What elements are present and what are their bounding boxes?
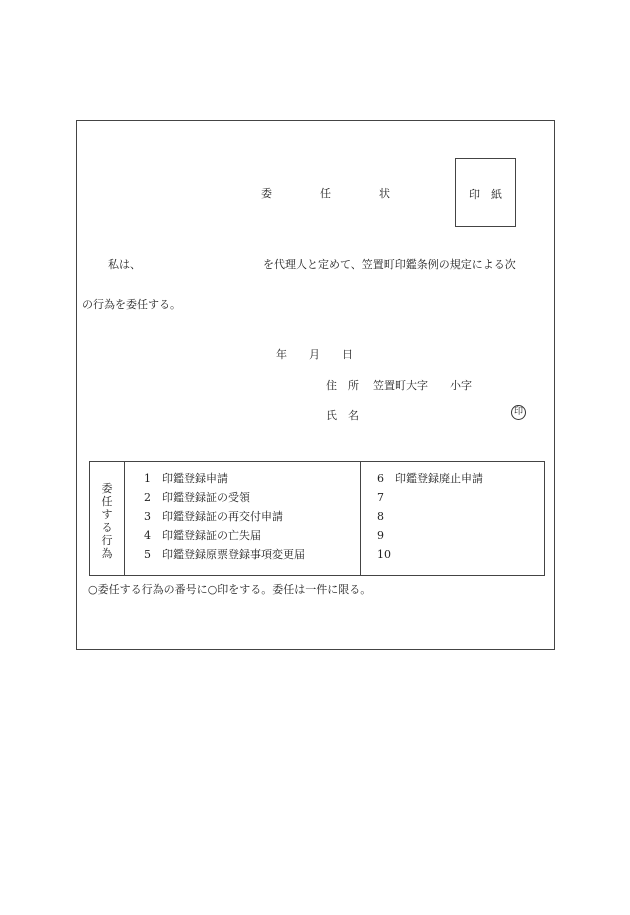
- acts-header-char: 行: [101, 534, 113, 547]
- act-item: [144, 548, 305, 567]
- act-label: 印鑑登録原票登録事項変更届: [162, 548, 305, 561]
- acts-header-char: 為: [101, 547, 113, 560]
- acts-left-column: [144, 472, 305, 567]
- act-item: [144, 510, 305, 529]
- acts-right-column: [377, 472, 483, 567]
- date-line: 年 月 日: [276, 348, 353, 361]
- act-item: [144, 491, 305, 510]
- acts-header-char: す: [101, 508, 113, 521]
- title-char-2: 任: [320, 187, 331, 200]
- body-text-line1: を代理人と定めて、笠置町印鑑条例の規定による次: [263, 258, 516, 271]
- act-item: [144, 472, 305, 491]
- name-label: 氏 名: [326, 409, 359, 422]
- act-item: [377, 548, 483, 567]
- act-label: 印鑑登録申請: [162, 472, 228, 485]
- body-text-line2: の行為を委任する。: [82, 298, 181, 311]
- title-char-1: 委: [261, 187, 272, 200]
- body-intro: 私は、: [108, 258, 141, 271]
- acts-column-divider: [360, 462, 361, 575]
- acts-header-char: 委: [101, 482, 113, 495]
- act-item: [377, 472, 483, 491]
- footnote: ○委任する行為の番号に○印をする。委任は一件に限る。: [88, 583, 372, 596]
- acts-header-cell: [90, 462, 125, 575]
- address-label: 住 所: [326, 379, 359, 392]
- act-number: 6: [377, 472, 384, 485]
- act-number: 2: [144, 491, 151, 504]
- act-item: [377, 491, 483, 510]
- seal-mark-icon: 印: [511, 405, 526, 420]
- act-item: [377, 510, 483, 529]
- act-number: 3: [144, 510, 151, 523]
- act-number: 1: [144, 472, 151, 485]
- revenue-stamp-box: [455, 158, 516, 227]
- address-value: 笠置町大字 小字: [373, 379, 472, 392]
- act-number: 8: [377, 510, 384, 523]
- act-number: 4: [144, 529, 151, 542]
- delegation-form: [76, 120, 555, 650]
- act-label: 印鑑登録証の受領: [162, 491, 250, 504]
- act-item: [377, 529, 483, 548]
- acts-header-vertical: [100, 482, 114, 560]
- act-number: 5: [144, 548, 151, 561]
- act-number: 10: [377, 548, 391, 561]
- title-char-3: 状: [379, 187, 390, 200]
- act-number: 7: [377, 491, 384, 504]
- acts-header-char: 任: [101, 495, 113, 508]
- act-label: 印鑑登録証の亡失届: [162, 529, 261, 542]
- act-label: 印鑑登録証の再交付申請: [162, 510, 283, 523]
- acts-header-char: る: [101, 521, 113, 534]
- stamp-label: 印 紙: [469, 188, 502, 201]
- act-item: [144, 529, 305, 548]
- act-number: 9: [377, 529, 384, 542]
- act-label: 印鑑登録廃止申請: [395, 472, 483, 485]
- delegated-acts-table: [89, 461, 545, 576]
